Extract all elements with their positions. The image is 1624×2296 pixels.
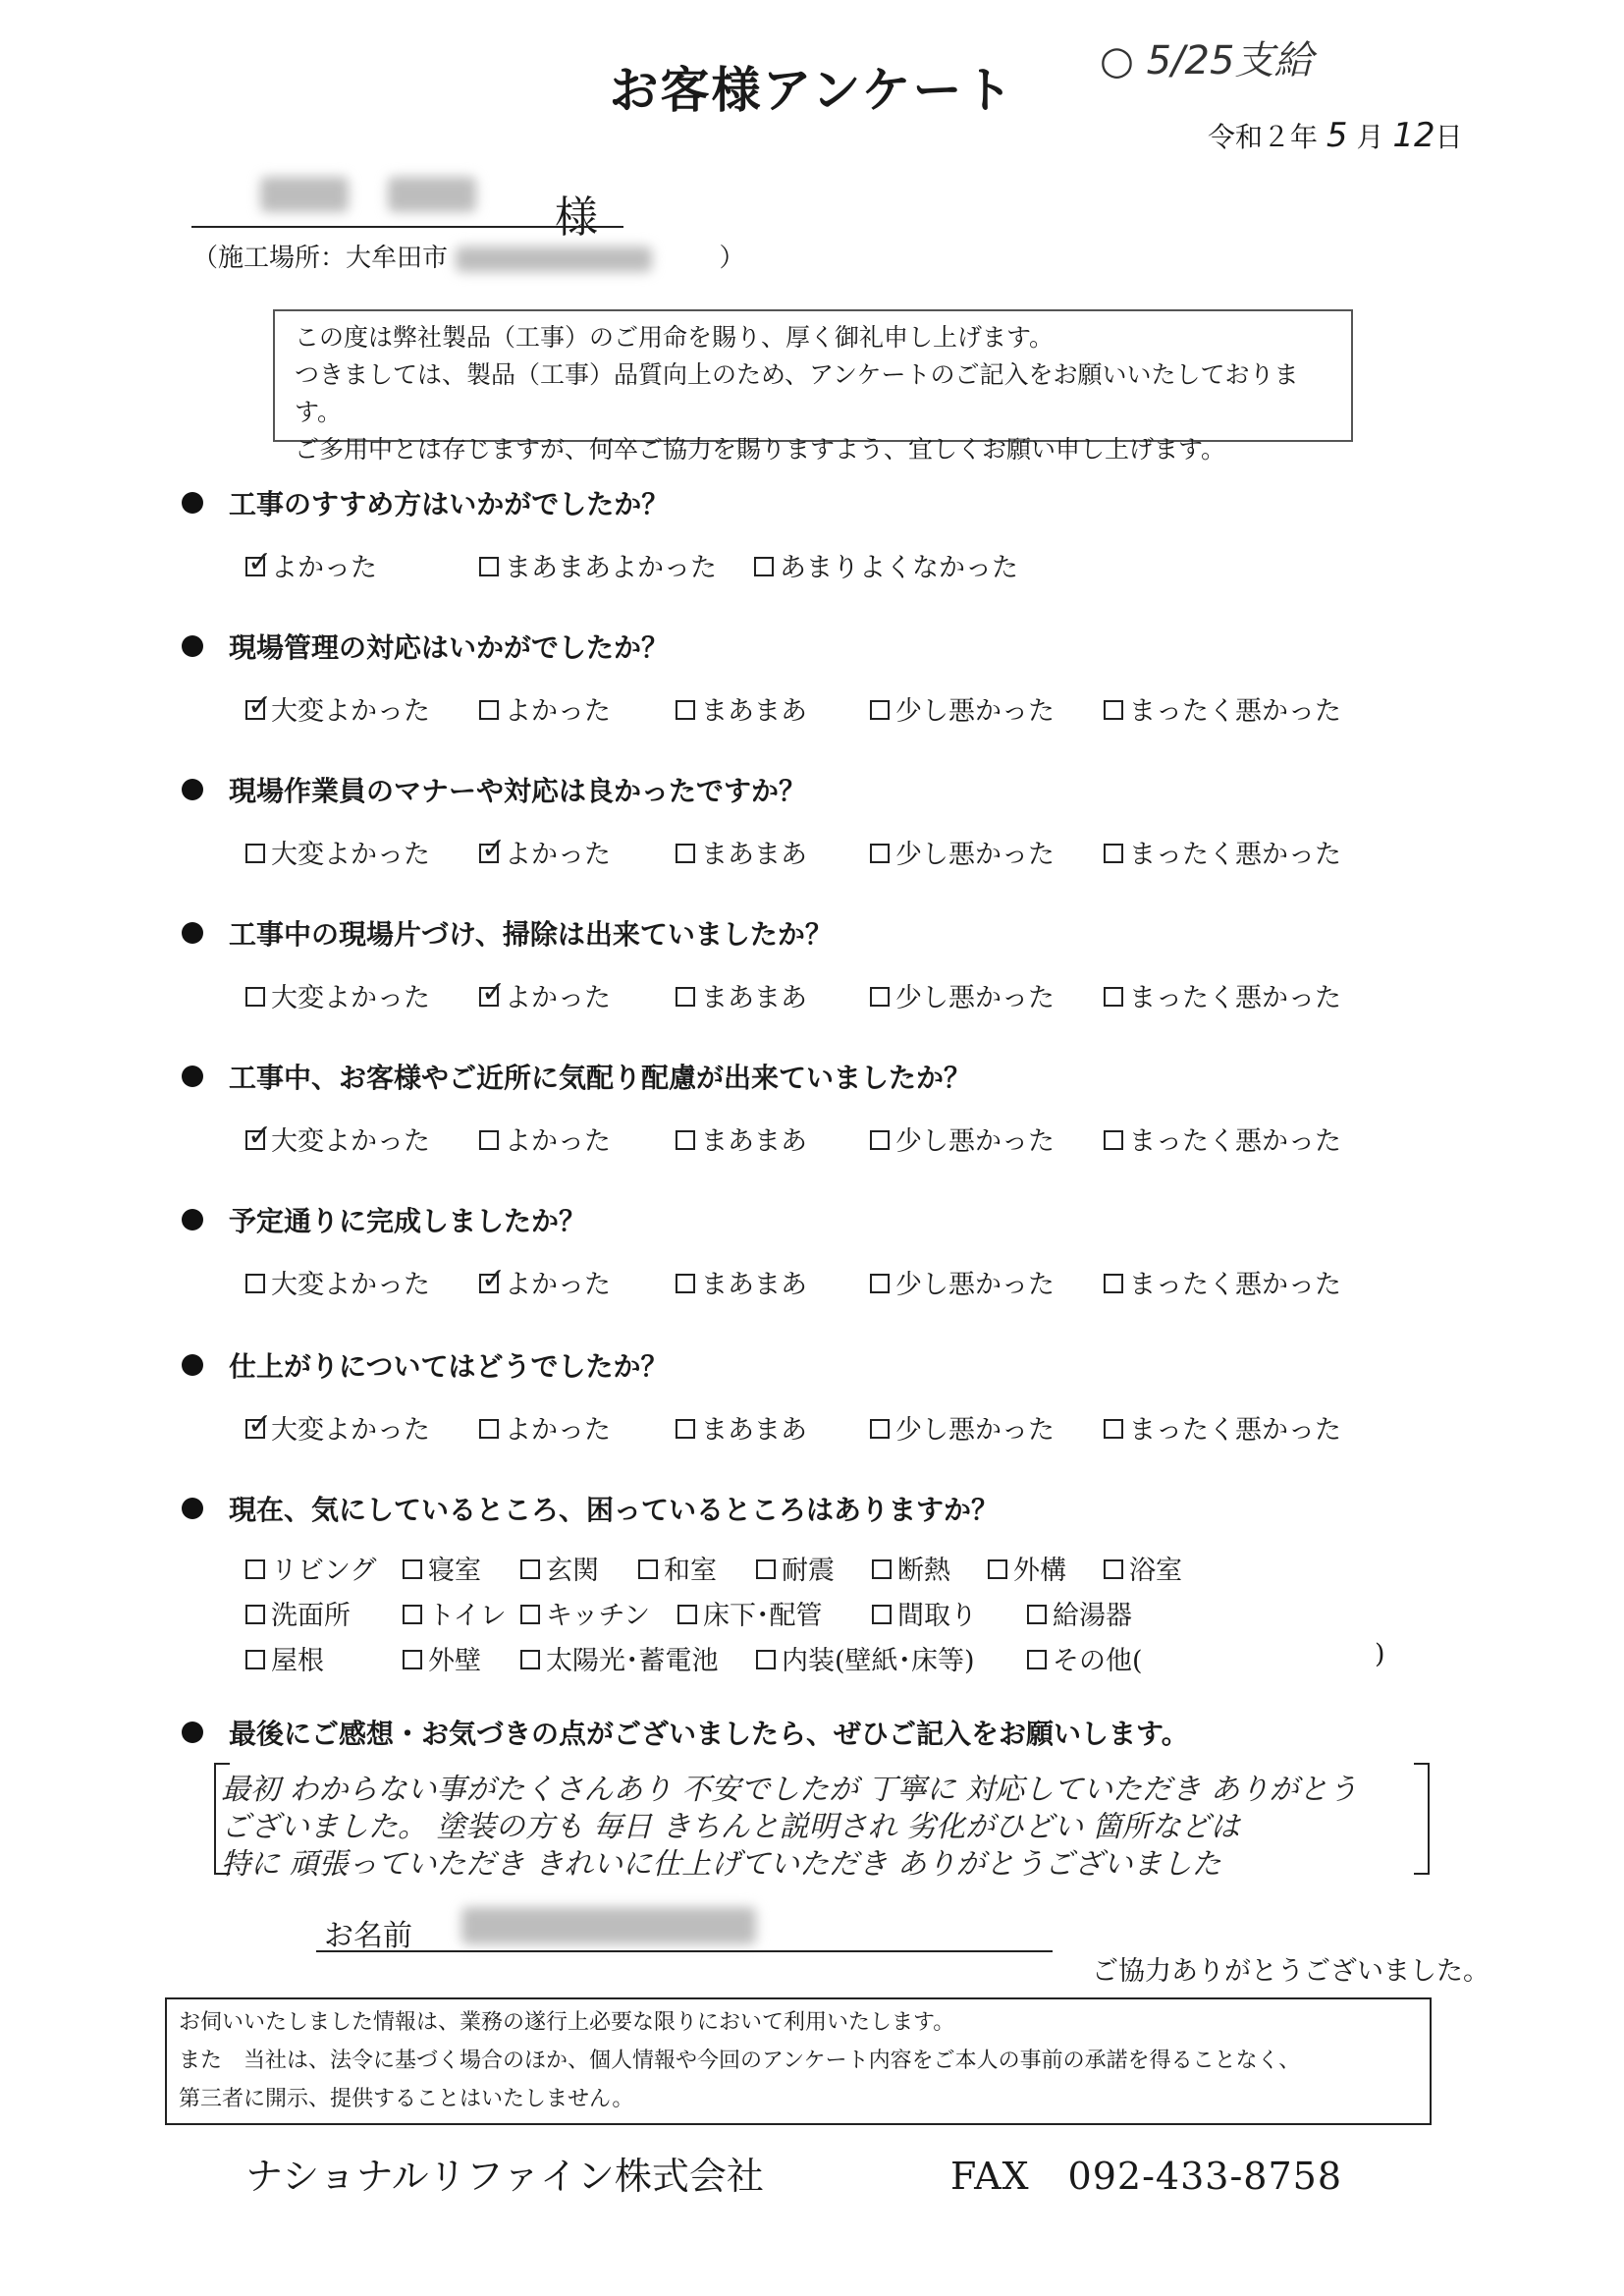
site-close: ）: [719, 244, 745, 273]
checkbox-icon[interactable]: [1104, 1559, 1123, 1579]
q1-option-3[interactable]: あまりよくなかった: [754, 546, 1018, 584]
question-text: 工事中、お客様やご近所に気配り配慮が出来ていましたか？: [229, 1062, 972, 1094]
checkbox-icon[interactable]: [520, 1650, 540, 1669]
q4-option-5[interactable]: まったく悪かった: [1104, 976, 1341, 1014]
intro-box: [273, 309, 1353, 464]
concern-option[interactable]: 内装(壁紙･床等): [756, 1639, 975, 1677]
page-title: お客様アンケート: [609, 62, 1015, 119]
checkbox-icon[interactable]: [520, 1605, 540, 1624]
q2-option-2[interactable]: よかった: [479, 689, 611, 728]
checkbox-icon[interactable]: [1027, 1605, 1047, 1624]
q2-option-1[interactable]: ✓大変よかった: [245, 689, 430, 728]
site-address-redacted: [456, 246, 652, 272]
checkbox-icon[interactable]: [245, 1274, 265, 1293]
checkbox-icon[interactable]: [403, 1650, 422, 1669]
checkbox-checked-icon[interactable]: [245, 1130, 265, 1150]
checkbox-icon[interactable]: [756, 1650, 776, 1669]
site-label: （施工場所：大牟田市: [192, 244, 449, 273]
q5-option-2[interactable]: よかった: [479, 1120, 611, 1158]
construction-site: [192, 238, 745, 274]
checkbox-checked-icon[interactable]: [245, 557, 265, 576]
checkbox-icon[interactable]: [676, 1419, 695, 1439]
intro-line: つきましては、製品（工事）品質向上のため、アンケートのご記入をお願いいたしております。: [295, 360, 1299, 426]
question-5: [182, 1057, 971, 1096]
checkbox-icon[interactable]: [245, 1559, 265, 1579]
concern-other-close: ): [1375, 1639, 1385, 1669]
q5-option-3[interactable]: まあまあ: [676, 1120, 807, 1158]
question-text: 仕上がりについてはどうでしたか？: [229, 1350, 669, 1383]
concern-option[interactable]: 屋根: [245, 1639, 324, 1677]
checkbox-icon[interactable]: [870, 1274, 890, 1293]
checkbox-icon[interactable]: [676, 1274, 695, 1293]
checkbox-icon[interactable]: [676, 1130, 695, 1150]
checkbox-icon[interactable]: [479, 557, 499, 576]
q4-option-2[interactable]: ✓ よかった: [479, 976, 611, 1014]
checkbox-icon[interactable]: [1104, 700, 1123, 720]
bullet-icon: [182, 492, 203, 514]
question-text: 現在、気にしているところ、困っているところはありますか？: [229, 1494, 1000, 1526]
fax-number: FAX 092-433-8758: [950, 2155, 1343, 2198]
concern-option-other[interactable]: その他(: [1027, 1639, 1143, 1677]
comment-line: 最初 わからない事がたくさんあり 不安でしたが 丁寧に 対応していただき ありがとう: [221, 1773, 1358, 1807]
q7-option-5[interactable]: まったく悪かった: [1104, 1408, 1341, 1447]
checkbox-icon[interactable]: [988, 1559, 1007, 1579]
checkbox-icon[interactable]: [870, 844, 890, 863]
bullet-icon: [182, 922, 203, 944]
comment-line: 特に 頑張っていただき きれいに仕上げていただき ありがとうございました: [221, 1847, 1221, 1882]
date: [1208, 116, 1463, 155]
checkbox-checked-icon[interactable]: [479, 987, 499, 1007]
q1-option-2[interactable]: まあまあよかった: [479, 546, 717, 584]
checkbox-icon[interactable]: [872, 1605, 892, 1624]
checkbox-icon[interactable]: [245, 1605, 265, 1624]
checkbox-icon[interactable]: [1104, 1130, 1123, 1150]
checkbox-icon[interactable]: [1104, 1419, 1123, 1439]
question-4: [182, 913, 833, 953]
q2-option-3[interactable]: まあまあ: [676, 689, 807, 728]
checkbox-icon[interactable]: [676, 987, 695, 1007]
concern-option[interactable]: 浴室: [1104, 1549, 1182, 1587]
checkbox-icon[interactable]: [870, 987, 890, 1007]
privacy-notice: [165, 1997, 1432, 2125]
concern-option[interactable]: 間取り: [872, 1594, 977, 1632]
checkbox-icon[interactable]: [403, 1605, 422, 1624]
name-underline: [316, 1950, 1053, 1952]
checkbox-icon[interactable]: [245, 1650, 265, 1669]
q5-option-1[interactable]: ✓大変よかった: [245, 1120, 430, 1158]
checkbox-icon[interactable]: [1027, 1650, 1047, 1669]
checkbox-icon[interactable]: [520, 1559, 540, 1579]
q6-option-2[interactable]: ✓ よかった: [479, 1263, 611, 1301]
concern-option[interactable]: 床下･配管: [677, 1594, 823, 1632]
q4-option-4[interactable]: 少し悪かった: [870, 976, 1055, 1014]
concern-option[interactable]: 玄関: [520, 1549, 599, 1587]
concern-option[interactable]: 断熱: [872, 1549, 950, 1587]
checkbox-icon[interactable]: [403, 1559, 422, 1579]
checkbox-icon[interactable]: [676, 844, 695, 863]
question-concerns: [182, 1489, 999, 1528]
q4-option-3[interactable]: まあまあ: [676, 976, 807, 1014]
q1-option-1[interactable]: ✓よかった: [245, 546, 377, 584]
question-text: 現場管理の対応はいかがでしたか？: [229, 631, 670, 664]
name-underline: [191, 226, 623, 228]
customer-given-name-redacted: [388, 177, 476, 212]
concern-option[interactable]: 外壁: [403, 1639, 481, 1677]
q3-option-1[interactable]: 大変よかった: [245, 833, 430, 871]
checkbox-icon[interactable]: [1104, 987, 1123, 1007]
concern-option[interactable]: 寝室: [403, 1549, 481, 1587]
q2-option-5[interactable]: まったく悪かった: [1104, 689, 1341, 728]
q7-option-2[interactable]: よかった: [479, 1408, 611, 1447]
date-era: 令和２年: [1208, 121, 1319, 153]
q7-option-4[interactable]: 少し悪かった: [870, 1408, 1055, 1447]
checkbox-icon[interactable]: [479, 1130, 499, 1150]
q3-option-4[interactable]: 少し悪かった: [870, 833, 1055, 871]
question-text: 工事中の現場片づけ、掃除は出来ていましたか？: [229, 918, 833, 951]
date-month: 5: [1326, 116, 1348, 155]
handwritten-stamp: ○ 5/25支給: [1100, 38, 1314, 83]
q3-option-5[interactable]: まったく悪かった: [1104, 833, 1341, 871]
q2-option-4[interactable]: 少し悪かった: [870, 689, 1055, 728]
q6-option-1[interactable]: 大変よかった: [245, 1263, 430, 1301]
date-day: 12: [1392, 116, 1435, 155]
checkbox-checked-icon[interactable]: [245, 700, 265, 720]
checkbox-icon[interactable]: [677, 1605, 697, 1624]
honorific: 様: [555, 192, 598, 243]
checkbox-icon[interactable]: [872, 1559, 892, 1579]
respondent-name-redacted: [461, 1907, 756, 1944]
q7-option-1[interactable]: ✓大変よかった: [245, 1408, 430, 1447]
bullet-icon: [182, 1209, 203, 1230]
concern-option[interactable]: リビング: [245, 1549, 376, 1587]
concern-option[interactable]: 給湯器: [1027, 1594, 1132, 1632]
concern-option[interactable]: トイレ: [403, 1594, 507, 1632]
privacy-line: お伺いいたしました情報は、業務の遂行上必要な限りにおいて利用いたします。: [179, 2010, 955, 2035]
concern-option[interactable]: キッチン: [520, 1594, 650, 1632]
bullet-icon: [182, 1722, 203, 1743]
bullet-icon: [182, 1354, 203, 1376]
checkbox-icon[interactable]: [245, 844, 265, 863]
question-text: 現場作業員のマナーや対応は良かったですか？: [229, 775, 807, 807]
checkbox-icon[interactable]: [676, 700, 695, 720]
checkbox-icon[interactable]: [245, 987, 265, 1007]
bullet-icon: [182, 779, 203, 800]
question-text: 予定通りに完成しましたか？: [229, 1205, 587, 1237]
checkbox-icon[interactable]: [870, 700, 890, 720]
bullet-icon: [182, 1066, 203, 1087]
intro-line: ご多用中とは存じますが、何卒ご協力を賜りますよう、宜しくお願い申し上げます。: [295, 435, 1226, 464]
bullet-icon: [182, 1498, 203, 1519]
intro-line: この度は弊社製品（工事）のご用命を賜り、厚く御礼申し上げます。: [295, 323, 1055, 352]
question-6: [182, 1200, 586, 1239]
checkbox-icon[interactable]: [756, 1559, 776, 1579]
date-month-unit: 月: [1356, 121, 1384, 153]
checkbox-checked-icon[interactable]: [245, 1419, 265, 1439]
question-3: [182, 770, 806, 809]
question-comment: [182, 1713, 1189, 1752]
company-name: ナショナルリファイン株式会社: [245, 2155, 764, 2198]
checkbox-icon[interactable]: [1104, 1274, 1123, 1293]
checkbox-checked-icon[interactable]: [479, 1274, 499, 1293]
checkbox-icon[interactable]: [870, 1419, 890, 1439]
privacy-line: また 当社は、法令に基づく場合のほか、個人情報や今回のアンケート内容をご本人の事前の承諾を得ることなく、: [179, 2049, 1301, 2073]
q3-option-3[interactable]: まあまあ: [676, 833, 807, 871]
q5-option-5[interactable]: まったく悪かった: [1104, 1120, 1341, 1158]
q7-option-3[interactable]: まあまあ: [676, 1408, 807, 1447]
privacy-line: 第三者に開示、提供することはいたしません。: [179, 2087, 634, 2111]
concern-option[interactable]: 洗面所: [245, 1594, 351, 1632]
q4-option-1[interactable]: 大変よかった: [245, 976, 430, 1014]
comment-line: ございました。 塗装の方も 毎日 きちんと説明され 劣化がひどい 箇所などは: [221, 1810, 1240, 1844]
thanks-text: ご協力ありがとうございました。: [1092, 1956, 1489, 1987]
checkbox-checked-icon[interactable]: [479, 844, 499, 863]
concern-option[interactable]: 太陽光･蓄電池: [520, 1639, 719, 1677]
checkbox-icon[interactable]: [870, 1130, 890, 1150]
question-7: [182, 1345, 668, 1385]
q5-option-4[interactable]: 少し悪かった: [870, 1120, 1055, 1158]
q6-option-5[interactable]: まったく悪かった: [1104, 1263, 1341, 1301]
q6-option-4[interactable]: 少し悪かった: [870, 1263, 1055, 1301]
concern-option[interactable]: 和室: [638, 1549, 717, 1587]
concern-option[interactable]: 外構: [988, 1549, 1066, 1587]
checkbox-icon[interactable]: [1104, 844, 1123, 863]
q3-option-2[interactable]: ✓ よかった: [479, 833, 611, 871]
customer-name-redacted: [260, 177, 349, 212]
question-text: 最後にご感想・お気づきの点がございましたら、ぜひご記入をお願いします。: [229, 1718, 1189, 1750]
concern-option[interactable]: 耐震: [756, 1549, 835, 1587]
checkbox-icon[interactable]: [479, 1419, 499, 1439]
bullet-icon: [182, 635, 203, 657]
question-2: [182, 627, 669, 666]
q6-option-3[interactable]: まあまあ: [676, 1263, 807, 1301]
checkbox-icon[interactable]: [638, 1559, 658, 1579]
question-1: [182, 483, 669, 522]
checkbox-icon[interactable]: [479, 700, 499, 720]
checkbox-icon[interactable]: [754, 557, 774, 576]
name-label: お名前: [324, 1919, 412, 1953]
question-text: 工事のすすめ方はいかがでしたか？: [229, 488, 670, 520]
date-day-unit: 日: [1435, 121, 1463, 153]
